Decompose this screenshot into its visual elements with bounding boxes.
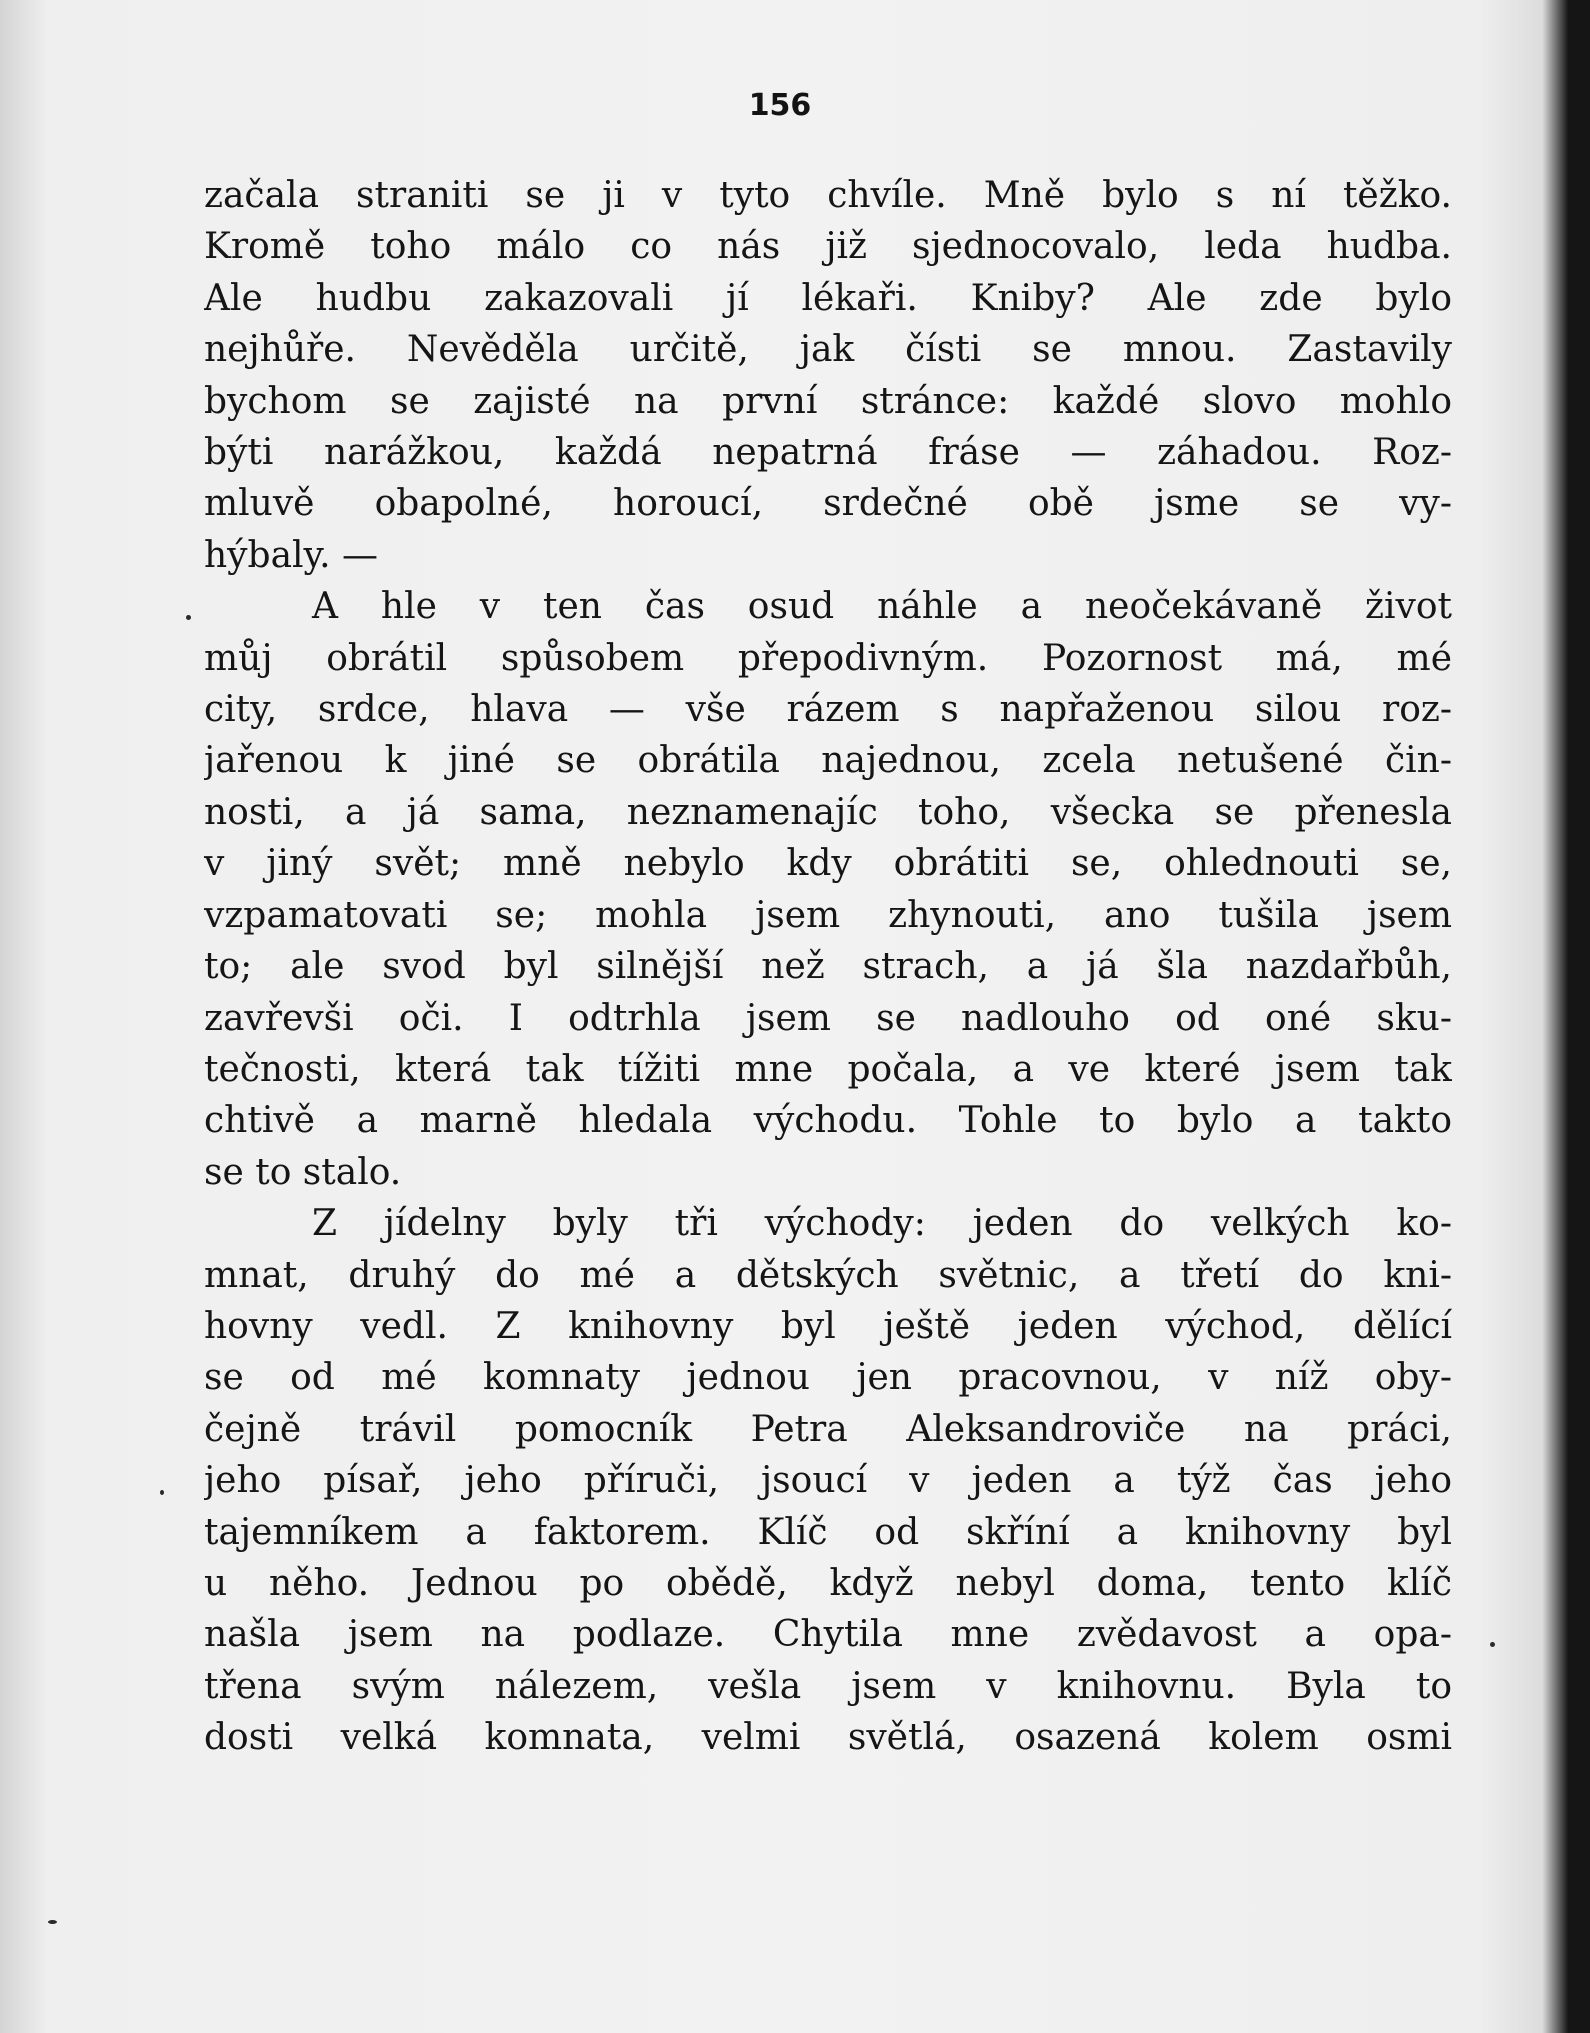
text-line: Ale hudbu zakazovali jí lékaři. Kniby? Ale zde bylo (204, 277, 1452, 319)
scan-speck (1490, 1642, 1495, 1647)
text-line: mnat, druhý do mé a dětských světnic, a třetí do kni- (204, 1254, 1452, 1296)
text-line: nosti, a já sama, neznamenajíc toho, všecka se přenesla (204, 791, 1452, 833)
text-line: vzpamatovati se; mohla jsem zhynouti, ano tušila jsem (204, 894, 1452, 936)
text-line: dosti velká komnata, velmi světlá, osazená kolem osmi (204, 1717, 1452, 1759)
text-line: se od mé komnaty jednou jen pracovnou, v níž oby- (204, 1357, 1452, 1399)
text-line: mluvě obapolné, horoucí, srdečné obě jsme se vy- (204, 483, 1452, 525)
text-line: Z jídelny byly tři východy: jeden do velkých ko- (312, 1203, 1452, 1245)
scan-speck (48, 1920, 57, 1924)
page-number: 156 (748, 88, 812, 123)
text-line: třena svým nálezem, vešla jsem v knihovnu. Byla to (204, 1665, 1452, 1707)
text-line: zavřevši oči. I odtrhla jsem se nadlouho od oné sku- (204, 997, 1452, 1039)
text-line: bychom se zajisté na první stránce: každé slovo mohlo (204, 380, 1452, 422)
body-text (204, 170, 1452, 1764)
text-line: hýbaly. — (204, 534, 378, 576)
text-line: u něho. Jednou po obědě, když nebyl doma, tento klíč (204, 1562, 1452, 1604)
text-line: tečnosti, která tak tížiti mne počala, a ve které jsem tak (204, 1048, 1452, 1090)
text-line: jařenou k jiné se obrátila najednou, zcela netušené čin- (204, 740, 1452, 782)
text-line: to; ale svod byl silnější než strach, a já šla nazdařbůh, (204, 946, 1452, 988)
text-line: nejhůře. Nevěděla určitě, jak čísti se mnou. Zastavily (204, 329, 1452, 371)
text-line: v jiný svět; mně nebylo kdy obrátiti se, ohlednouti se, (204, 843, 1452, 885)
text-line: začala straniti se ji v tyto chvíle. Mně bylo s ní těžko. (204, 175, 1452, 216)
text-line: tajemníkem a faktorem. Klíč od skříní a knihovny byl (204, 1511, 1452, 1553)
page-edge-shadow (1568, 0, 1590, 2033)
text-line: chtivě a marně hledala východu. Tohle to bylo a takto (204, 1100, 1452, 1142)
text-line: se to stalo. (204, 1151, 402, 1193)
scan-speck (160, 1490, 164, 1495)
text-line: Kromě toho málo co nás již sjednocovalo, leda hudba. (204, 226, 1452, 268)
scan-speck (186, 615, 191, 620)
text-line: býti narážkou, každá nepatrná fráse — záhadou. Roz- (204, 432, 1452, 474)
text-line: hovny vedl. Z knihovny byl ještě jeden východ, dělící (204, 1305, 1452, 1347)
text-line: jeho písař, jeho příruči, jsoucí v jeden a týž čas jeho (204, 1460, 1452, 1502)
text-line: můj obrátil spůsobem přepodivným. Pozornost má, mé (204, 637, 1452, 679)
text-line: city, srdce, hlava — vše rázem s napřaženou silou roz- (204, 689, 1452, 731)
text-line: A hle v ten čas osud náhle a neočekávaně život (312, 586, 1452, 628)
text-line: čejně trávil pomocník Petra Aleksandroviče na práci, (204, 1408, 1452, 1450)
text-line: našla jsem na podlaze. Chytila mne zvědavost a opa- (204, 1614, 1452, 1656)
